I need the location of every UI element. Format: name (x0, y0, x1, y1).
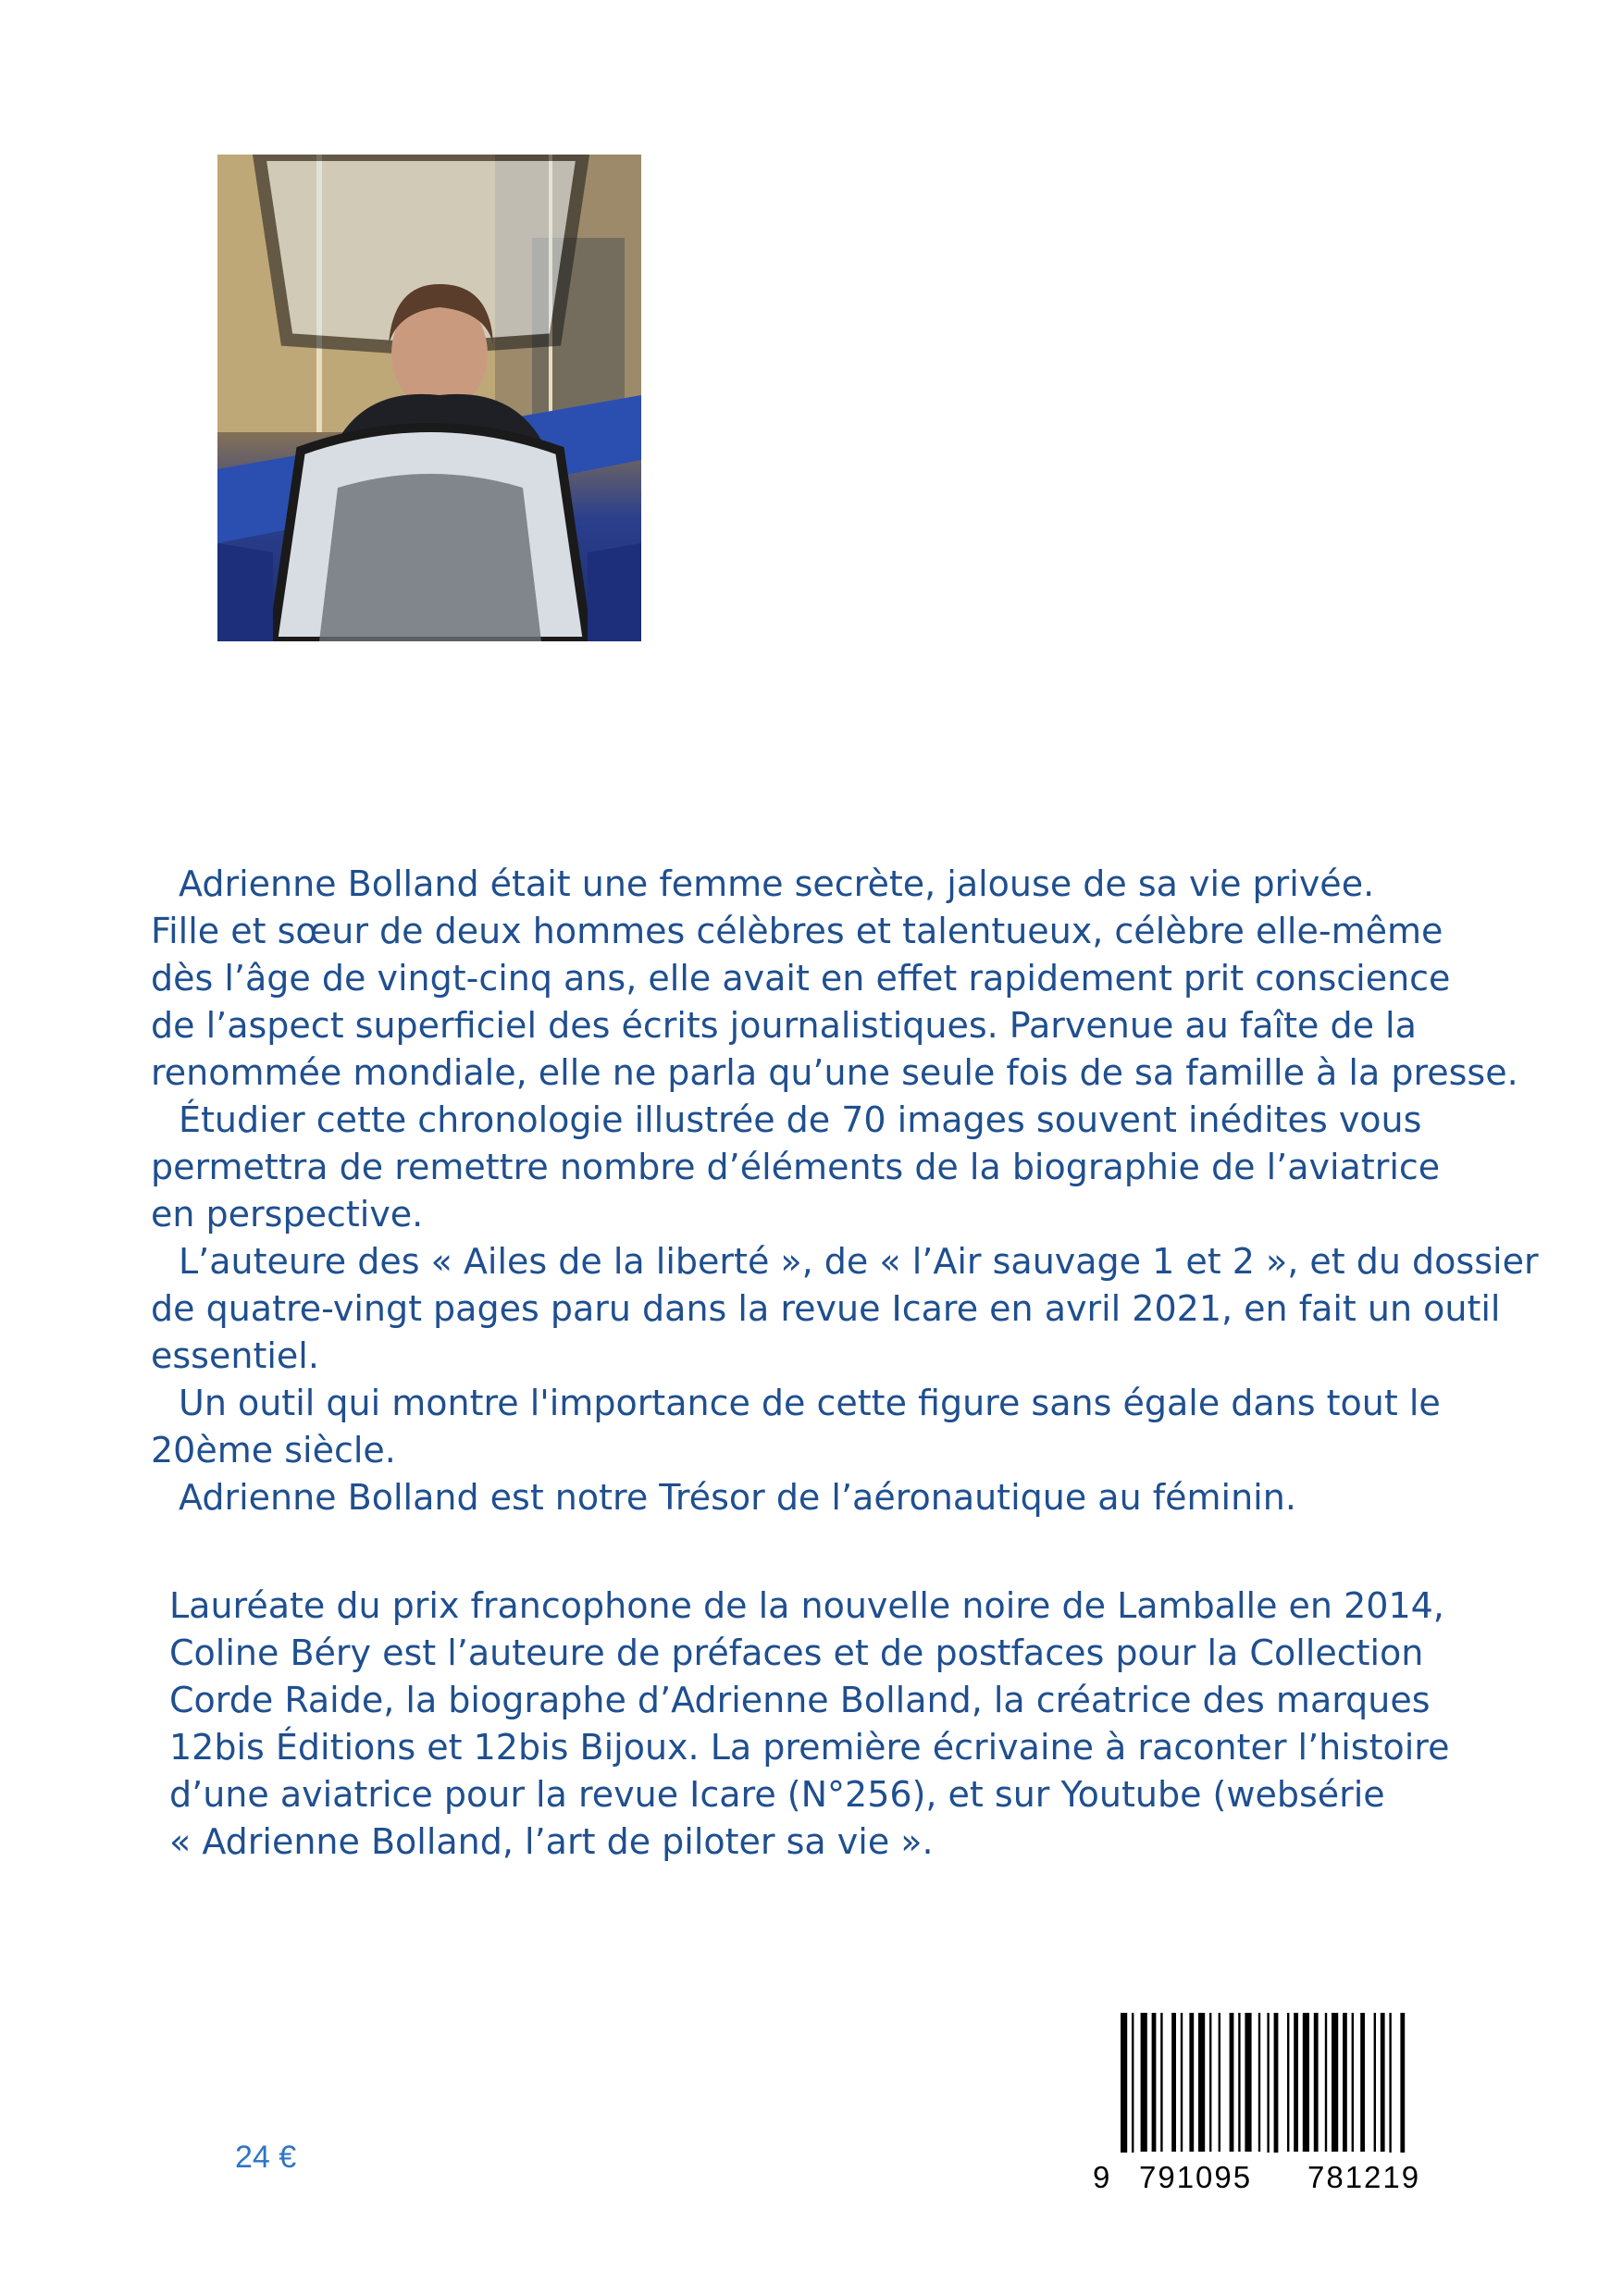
author-bio-line: d’une aviatrice pour la revue Icare (N°256), et sur Youtube (websérie (169, 1774, 1385, 1815)
summary-line: de l’aspect superficiel des écrits journalistiques. Parvenue au faîte de la (151, 1005, 1417, 1046)
barcode-bar (1314, 2013, 1319, 2152)
author-bio-line: « Adrienne Bolland, l’art de piloter sa vie ». (169, 1821, 934, 1862)
barcode-bar (1381, 2013, 1385, 2152)
summary-line: dès l’âge de vingt-cinq ans, elle avait en effet rapidement prit conscience (151, 958, 1451, 999)
barcode-bar (1245, 2013, 1251, 2152)
author-bio-line: 12bis Éditions et 12bis Bijoux. La première écrivaine à raconter l’histoire (169, 1727, 1450, 1768)
summary-line: Un outil qui montre l'importance de cette figure sans égale dans tout le (179, 1383, 1441, 1423)
barcode-bar (1258, 2013, 1260, 2152)
barcode-bar (1171, 2013, 1176, 2152)
barcode-bar (1303, 2013, 1309, 2152)
summary-line: en perspective. (151, 1194, 424, 1235)
summary-line: essentiel. (151, 1335, 319, 1376)
barcode-bar (1294, 2013, 1298, 2152)
author-bio (169, 1582, 1465, 1866)
barcode-bar (1343, 2013, 1347, 2152)
barcode-bar (1189, 2013, 1194, 2152)
summary-line: Étudier cette chronologie illustrée de 70 images souvent inédites vous (179, 1099, 1422, 1140)
isbn-first-digit: 9 (1093, 2160, 1112, 2194)
isbn-right-digits: 781219 (1307, 2160, 1421, 2194)
book-summary (151, 861, 1539, 1521)
summary-line: permettra de remettre nombre d’éléments de la biographie de l’aviatrice (151, 1147, 1441, 1187)
barcode-bar (1181, 2013, 1183, 2152)
barcode-bar (1198, 2013, 1205, 2152)
price-label: 24 € (235, 2140, 297, 2175)
barcode-bar (1374, 2013, 1376, 2152)
barcode-bar (1325, 2013, 1327, 2152)
author-photo (217, 155, 641, 641)
isbn-left-digits: 791095 (1139, 2160, 1253, 2194)
summary-line: Fille et sœur de deux hommes célèbres et talentueux, célèbre elle-même (151, 911, 1443, 951)
barcode-bar (1219, 2013, 1220, 2152)
barcode-bar (1332, 2013, 1338, 2152)
author-bio-line: Coline Béry est l’auteure de préfaces et de postfaces pour la Collection (169, 1632, 1424, 1673)
barcode-bar (1141, 2013, 1147, 2152)
summary-line: renommée mondiale, elle ne parla qu’une seule fois de sa famille à la presse. (151, 1052, 1518, 1093)
barcode-bar (1152, 2013, 1157, 2152)
barcode-bar (1160, 2013, 1162, 2152)
summary-line: 20ème siècle. (151, 1430, 396, 1471)
isbn-digits (1093, 2153, 1459, 2201)
summary-line: Adrienne Bolland était une femme secrète, jalouse de sa vie privée. (179, 863, 1375, 904)
author-bio-line: Corde Raide, la biographe d’Adrienne Bolland, la créatrice des marques (169, 1680, 1431, 1720)
summary-line: Adrienne Bolland est notre Trésor de l’aéronautique au féminin. (179, 1477, 1296, 1518)
barcode-bar (1352, 2013, 1354, 2152)
summary-line: de quatre-vingt pages paru dans la revue Icare en avril 2021, en fait un outil (151, 1288, 1501, 1329)
barcode-bar (1360, 2013, 1365, 2152)
barcode-bar (1209, 2013, 1211, 2152)
author-bio-line: Lauréate du prix francophone de la nouvelle noire de Lamballe en 2014, (169, 1585, 1444, 1626)
summary-line: L’auteure des « Ailes de la liberté », de « l’Air sauvage 1 et 2 », et du dossier (179, 1241, 1539, 1282)
barcode-bar (1287, 2013, 1289, 2152)
barcode-bar (1230, 2013, 1234, 2152)
barcode-bar (1238, 2013, 1240, 2152)
